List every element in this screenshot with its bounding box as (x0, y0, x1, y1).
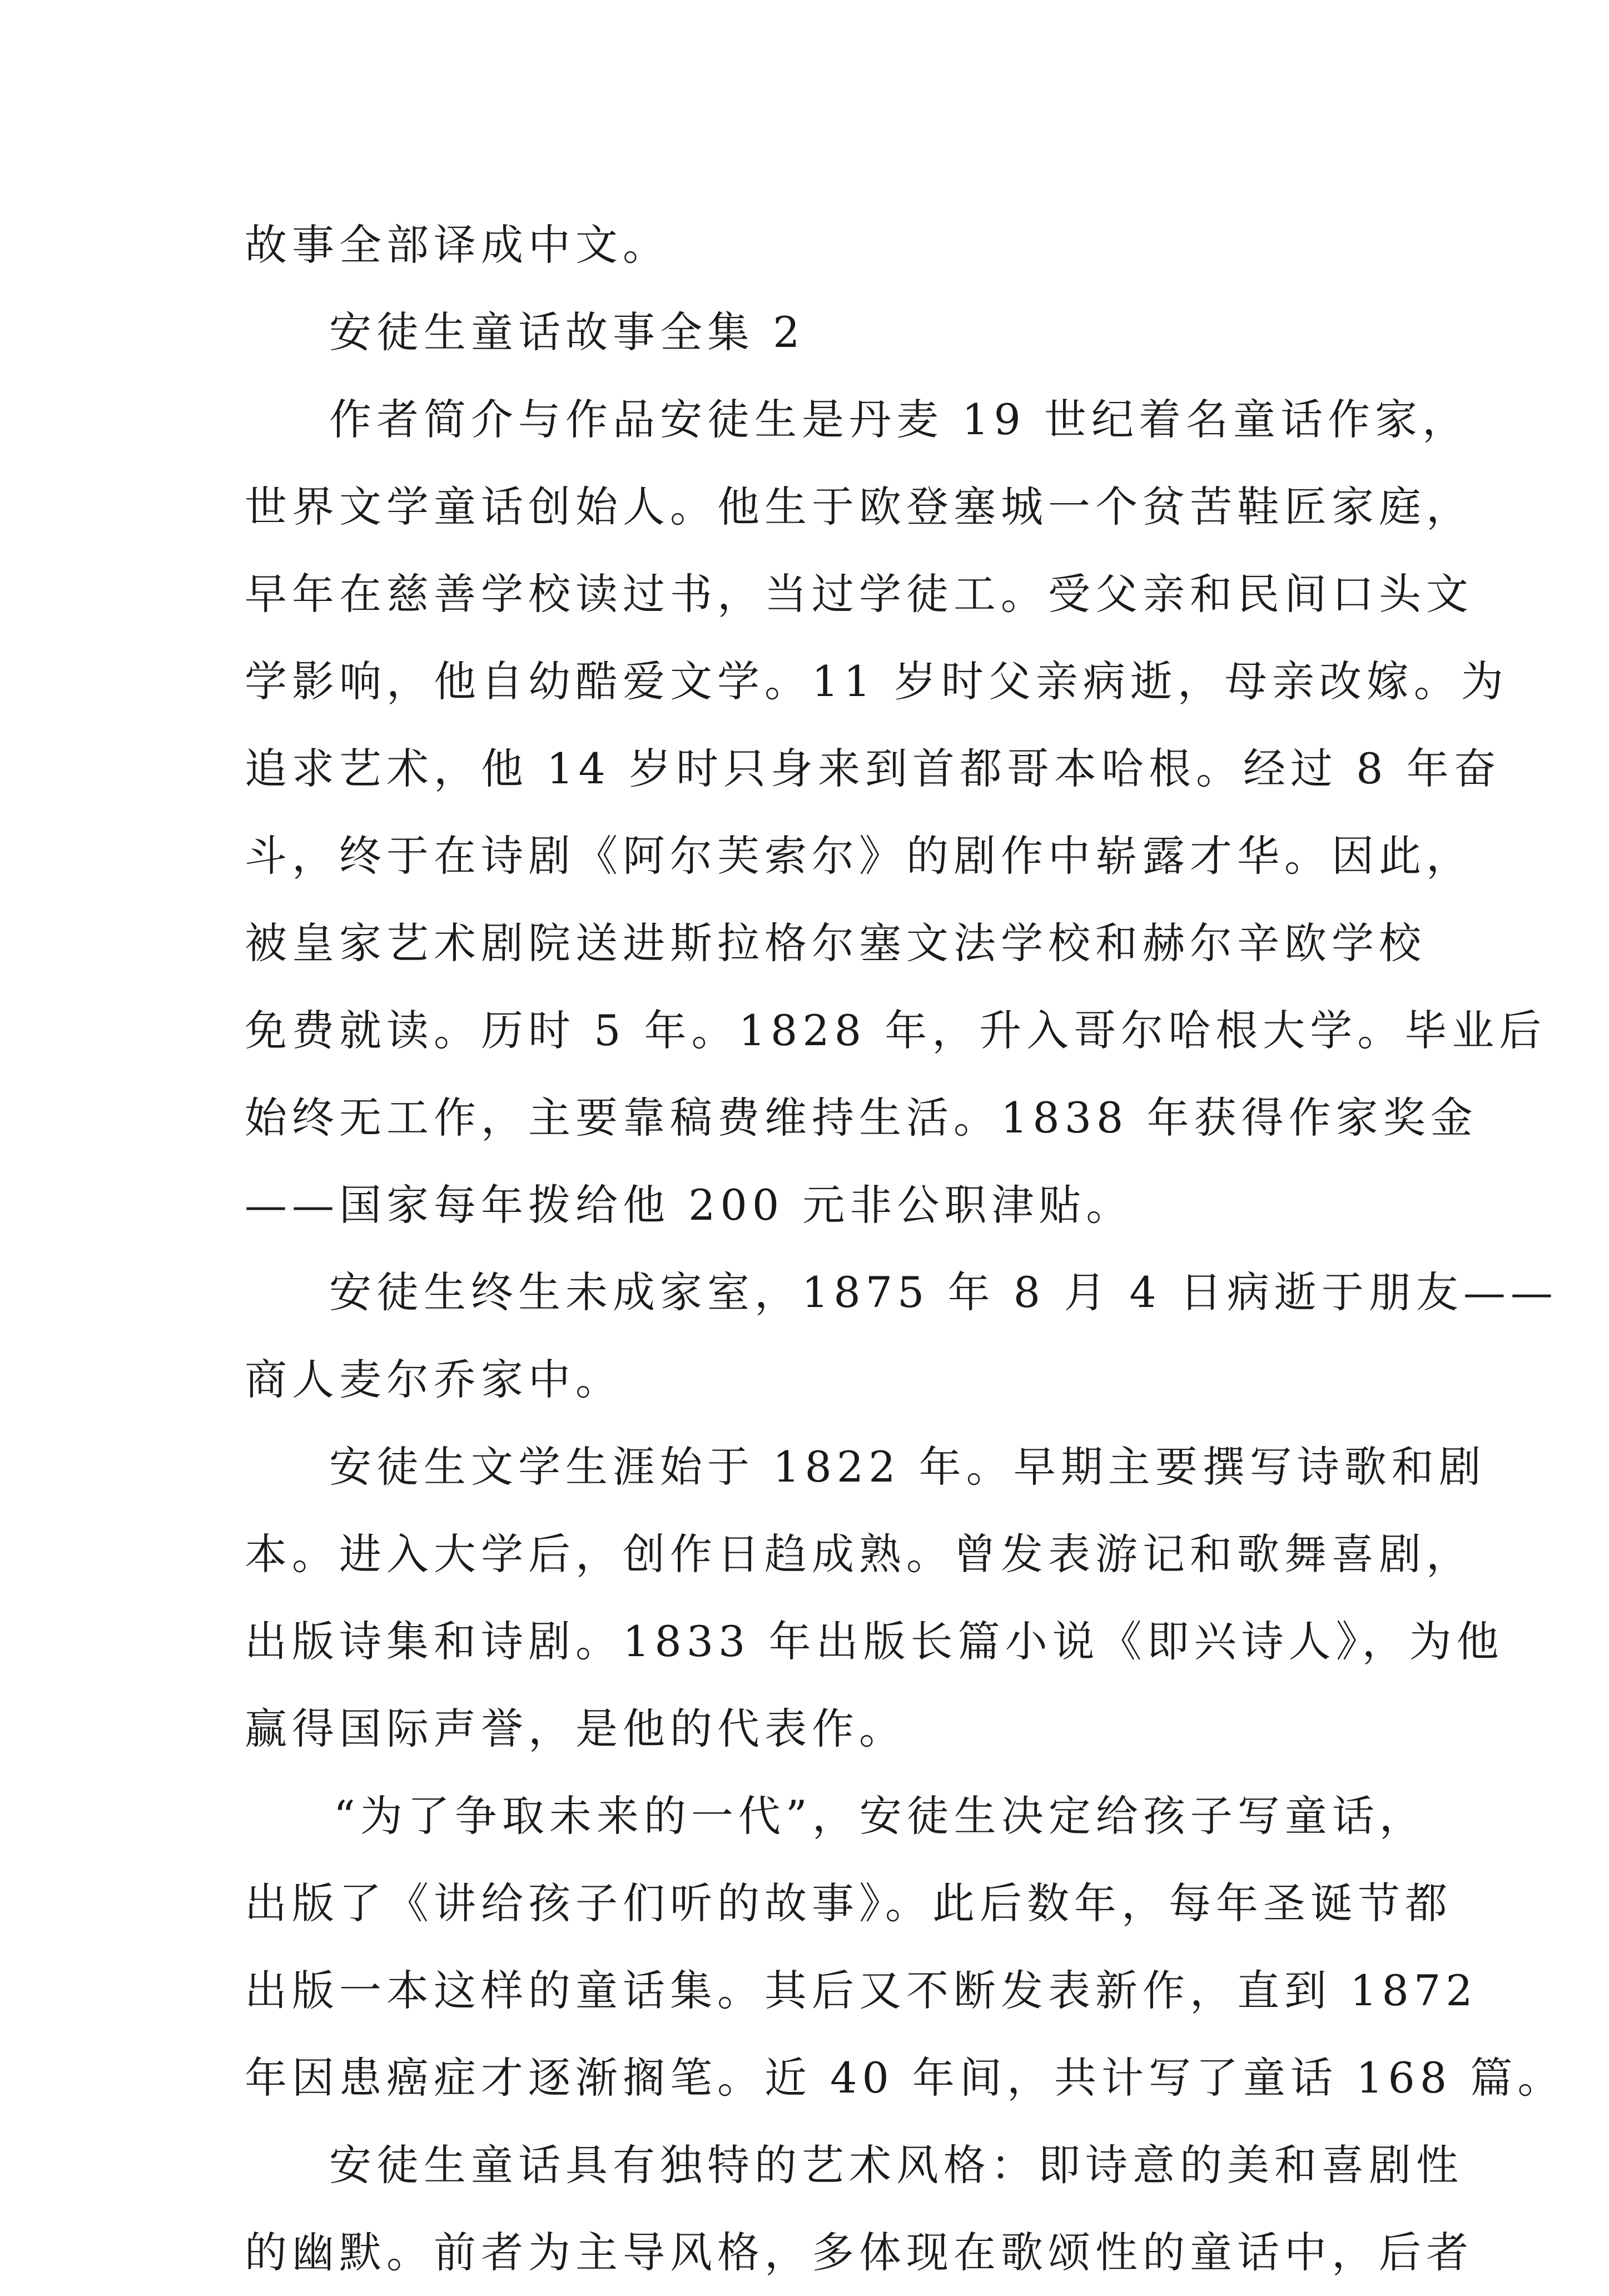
text-line: 赢得国际声誉，是他的代表作。 (245, 1704, 906, 1753)
text-line: 作者简介与作品安徒生是丹麦 19 世纪着名童话作家， (329, 395, 1470, 444)
text-line: 安徒生终生未成家室，1875 年 8 月 4 日病逝于朋友—— (329, 1268, 1558, 1317)
text-line: 出版一本这样的童话集。其后又不断发表新作，直到 1872 (245, 1966, 1478, 2015)
text-line: 年因患癌症才逐渐搁笔。近 40 年间，共计写了童话 168 篇。 (245, 2053, 1565, 2103)
text-line: 安徒生童话具有独特的艺术风格：即诗意的美和喜剧性 (329, 2140, 1463, 2190)
text-line: 出版了《讲给孩子们听的故事》。此后数年，每年圣诞节都 (245, 1878, 1452, 1928)
text-line: 追求艺术，他 14 岁时只身来到首都哥本哈根。经过 8 年奋 (245, 744, 1501, 793)
text-line: 免费就读。历时 5 年。1828 年，升入哥尔哈根大学。毕业后 (245, 1006, 1547, 1055)
text-line: 被皇家艺术剧院送进斯拉格尔塞文法学校和赫尔辛欧学校 (245, 918, 1426, 968)
text-line: 的幽默。前者为主导风格，多体现在歌颂性的童话中，后者 (245, 2228, 1473, 2277)
text-line: 世界文学童话创始人。他生于欧登塞城一个贫苦鞋匠家庭， (245, 482, 1473, 531)
document-body (245, 201, 1565, 2296)
text-line: 学影响，他自幼酷爱文学。11 岁时父亲病逝，母亲改嫁。为 (245, 657, 1508, 706)
section-heading: 安徒生童话故事全集 2 (329, 307, 805, 357)
text-line: 早年在慈善学校读过书，当过学徒工。受父亲和民间口头文 (245, 569, 1473, 619)
text-line: 安徒生文学生涯始于 1822 年。早期主要撰写诗歌和剧 (329, 1442, 1486, 1492)
text-line: “为了争取未来的一代”，安徒生决定给孩子写童话， (334, 1791, 1427, 1841)
text-line: 本。进入大学后，创作日趋成熟。曾发表游记和歌舞喜剧， (245, 1529, 1473, 1579)
text-line: ——国家每年拨给他 200 元非公职津贴。 (245, 1180, 1134, 1230)
text-line: 故事全部译成中文。 (245, 220, 670, 270)
text-line: 商人麦尔乔家中。 (245, 1355, 623, 1404)
text-line: 斗，终于在诗剧《阿尔芙索尔》的剧作中崭露才华。因此， (245, 831, 1473, 881)
text-line: 出版诗集和诗剧。1833 年出版长篇小说《即兴诗人》，为他 (245, 1617, 1504, 1666)
text-line: 始终无工作，主要靠稿费维持生活。1838 年获得作家奖金 (245, 1093, 1478, 1142)
